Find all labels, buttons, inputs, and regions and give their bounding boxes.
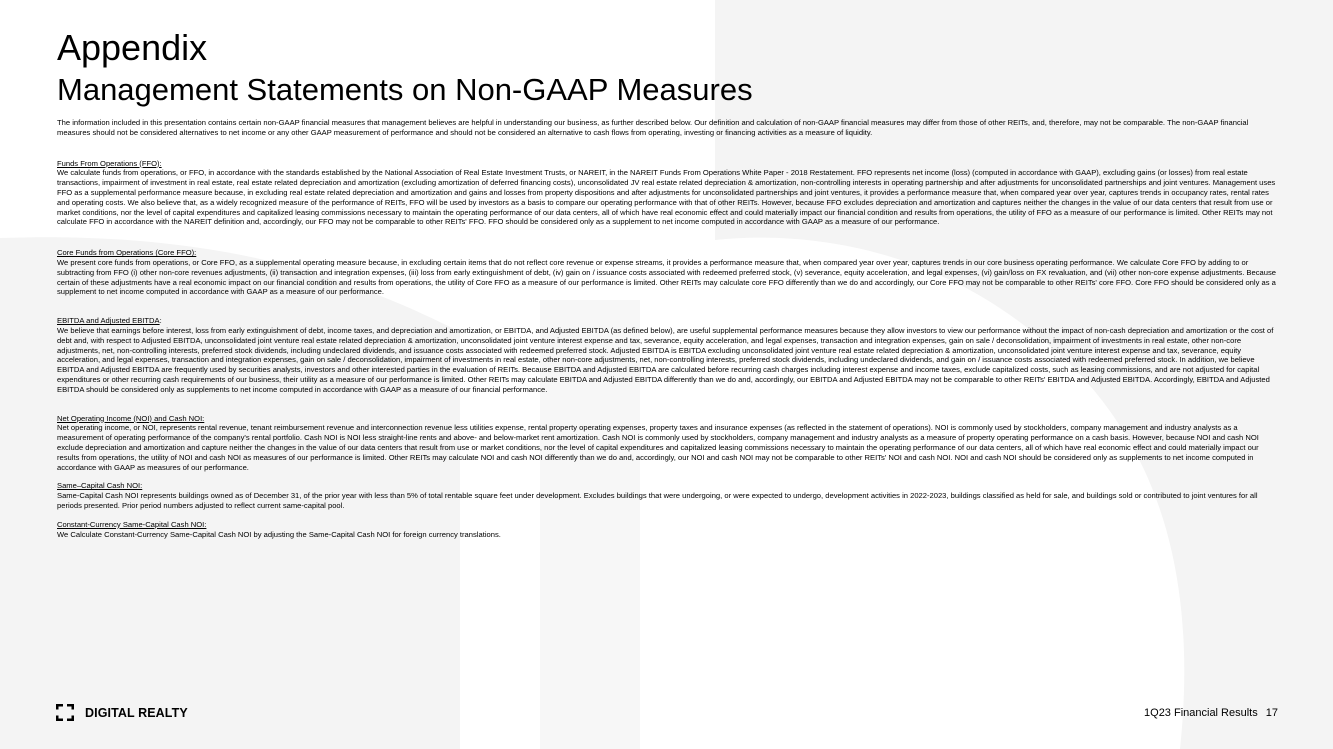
section-body: We believe that earnings before interest, loss from early extinguishment of debt, income taxes, and depreciation and amortization, or EBITDA, and Adjusted EBITDA (as defined below), are useful supplemental performance measures because they allow investors to view our performance without the impact of non-cash depreciation and amortization or the cost of debt and, with respect to Adjusted EBITDA, unconsolidated joint venture real estate related depreciation & amortization, unconsolidated joint venture interest expense and tax, severance, equity acceleration, and legal expenses, transaction and integration expenses, gain on sale / deconsolidation, impairment of investments in real estate, other non-core adjustments, net, non-controlling interests, preferred stock dividends, including undeclared dividends, and issuance costs associated with redeemed preferred stock. Adjusted EBITDA is EBITDA excluding unconsolidated joint venture real estate related depreciation & amortization, unconsolidated joint venture interest expense and tax, severance, equity acceleration, and legal expenses, transaction and integration expenses, gain on sale / deconsolidation, impairment of investments in real estate, other non-core adjustments, net, non-controlling interests, preferred stock dividends, including undeclared dividends, and gain on / issuance costs associated with redeemed preferred stock. In addition, we believe EBITDA and Adjusted EBITDA are frequently used by securities analysts, investors and other interested parties in the evaluation of REITs. Because EBITDA and Adjusted EBITDA are calculated before recurring cash charges including interest expense and income taxes, exclude capitalized costs, such as leasing commissions, and are not adjusted for capital expenditures or other recurring cash requirements of our business, their utility as a measure of our performance is limited. Other REITs may calculate EBITDA and Adjusted EBITDA differently than we do and, accordingly, our EBITDA and Adjusted EBITDA may not be comparable to other REITs' EBITDA and Adjusted EBITDA. Accordingly, EBITDA and Adjusted EBITDA should be considered only as supplements to net income computed in accordance with GAAP as a measure of our financial performance. xyxy=(57,325,1274,394)
section-core-ffo xyxy=(57,248,1283,297)
section-body: We calculate funds from operations, or FFO, in accordance with the standards established by the National Association of Real Estate Investment Trusts, or NAREIT, in the NAREIT Funds From Operations White Paper - 2018 Restatement. FFO represents net income (loss) (computed in accordance with GAAP), excluding gains (or losses) from real estate transactions, impairment of investment in real estate, real estate related depreciation and amortization (excluding amortization of deferred financing costs), unconsolidated JV real estate related depreciation & amortization, non-controlling interests in operating partnership and after adjustments for unconsolidated partnerships and joint ventures. Management uses FFO as a supplemental performance measure because, in excluding real estate related depreciation and amortization and gains and losses from property dispositions and after adjustments for unconsolidated partnerships and joint ventures, it provides a performance measure that, when compared year over year, captures trends in occupancy rates, rental rates and operating costs. We also believe that, as a widely recognized measure of the performance of REITs, FFO will be used by investors as a basis to compare our operating performance with that of other REITs. However, because FFO excludes depreciation and amortization and captures neither the changes in the value of our data centers that result from use or market conditions, nor the level of capital expenditures and capitalized leasing commissions necessary to maintain the operating performance of our data centers, all of which have real economic effect and could materially impact our financial condition and results from operations, the utility of FFO as a measure of our performance is limited. Other REITs may not calculate FFO in accordance with the NAREIT definition and, accordingly, our FFO may not be comparable to other REITs' FFO. FFO should be considered only as a supplement to net income computed in accordance with GAAP as a measure of our performance. xyxy=(57,168,1276,227)
section-ffo xyxy=(57,159,1283,228)
section-body: We present core funds from operations, or Core FFO, as a supplemental operating measure because, in excluding certain items that do not reflect core revenue or expense streams, it provides a performance measure that, when compared year over year, captures trends in our core business operating performance. We calculate Core FFO by adding to or subtracting from FFO (i) other non-core revenues adjustments, (ii) transaction and integration expenses, (iii) loss from early extinguishment of debt, (iv) gain on / issuance costs associated with redeemed preferred stock, (v) severance, equity acceleration, and legal expenses, (vi) gain/loss on FX revaluation, and (vii) other non-core expense adjustments. Because certain of these adjustments have a real economic impact on our financial condition and results from operations, the utility of Core FFO as a measure of our performance is limited. Other REITs may calculate core FFO differently than we do and accordingly, our Core FFO may not be comparable to other REITs' core FFO. Core FFO should be considered only as a supplement to net income computed in accordance with GAAP as a measure of our performance. xyxy=(57,257,1276,297)
section-body: Net operating income, or NOI, represents rental revenue, tenant reimbursement revenue and interconnection revenue less utilities expense, rental property operating expenses, property taxes and insurance expenses (as reflected in the statement of operations). NOI is commonly used by stockholders, company management and industry analysts as a measurement of operating performance of the company's rental portfolio. Cash NOI is NOI less straight-line rents and above- and below-market rent amortization. Cash NOI is commonly used by stockholders, company management and industry analysts as a measure of property operating performance on a cash basis. However, because NOI and cash NOI exclude depreciation and amortization and capture neither the changes in the value of our data centers that result from use or market conditions, nor the level of capital expenditures and capitalized leasing commissions necessary to maintain the operating performance of our data centers, all of which have real economic effect and could materially impact our results from operations, the utility of NOI and cash NOI as measures of our performance is limited. Other REITs may calculate NOI and cash NOI differently than we do and, accordingly, our NOI and cash NOI may not be comparable to other REITs' NOI and cash NOI. NOI and cash NOI should be considered only as supplements to net income computed in accordance with GAAP as measures of our performance. xyxy=(57,423,1259,472)
page-subtitle: Management Statements on Non-GAAP Measures xyxy=(57,72,753,107)
logo-text: DIGITAL REALTY xyxy=(85,705,188,720)
report-label: 1Q23 Financial Results xyxy=(1144,707,1258,719)
section-heading: Funds From Operations (FFO): xyxy=(57,158,162,168)
section-ebitda xyxy=(57,316,1283,394)
intro-paragraph: The information included in this presentation contains certain non-GAAP financial measures that management believes are helpful in understanding our business, as further described below. Our definition and calculation of non-GAAP financial measures may differ from those of other REITs, and, therefore, may not be comparable. The non-GAAP financial measures should not be considered alternatives to net income or any other GAAP measurement of performance and should not be considered an alternative to cash flows from operating, investing or financing activities as a measure of liquidity. xyxy=(57,118,1249,137)
section-same-capital xyxy=(57,481,1283,510)
section-heading: Net Operating Income (NOI) and Cash NOI: xyxy=(57,413,205,423)
page-title: Appendix xyxy=(57,27,208,68)
page-number: 17 xyxy=(1265,707,1278,719)
section-heading: EBITDA and Adjusted EBITDA xyxy=(57,316,160,326)
footer-right xyxy=(1144,707,1278,719)
section-heading: Core Funds from Operations (Core FFO): xyxy=(57,248,197,258)
section-heading: Constant-Currency Same-Capital Cash NOI: xyxy=(57,519,207,529)
section-noi xyxy=(57,414,1283,473)
section-heading: Same–Capital Cash NOI: xyxy=(57,481,143,491)
section-body: Same-Capital Cash NOI represents buildings owned as of December 31, of the prior year with less than 5% of total rentable square feet under development. Excludes buildings that were undergoing, or were expected to undergo, development activities in 2022-2023, buildings classified as held for sale, and buildings sold or contributed to joint ventures for all periods presented. Prior period numbers adjusted to reflect current same-capital pool. xyxy=(57,491,1258,510)
section-constant-currency xyxy=(57,520,1283,540)
body-text xyxy=(57,118,1283,539)
section-heading-colon: : xyxy=(159,316,162,326)
company-logo xyxy=(55,703,188,722)
digital-realty-bracket-logo-icon xyxy=(55,703,75,722)
section-body: We Calculate Constant-Currency Same-Capital Cash NOI by adjusting the Same-Capital Cash NOI for foreign currency translations. xyxy=(57,529,501,539)
